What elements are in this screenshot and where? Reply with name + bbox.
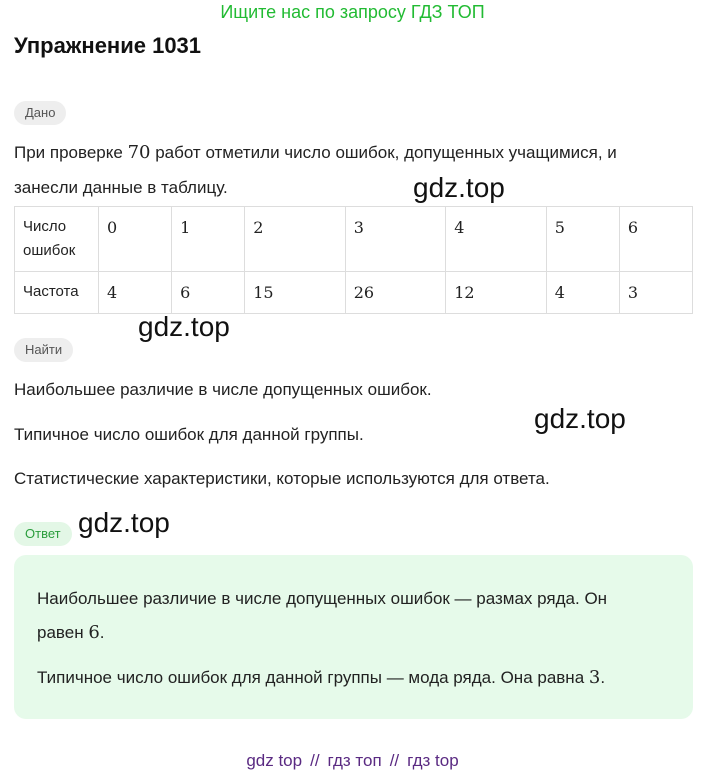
table-cell: 26 (345, 272, 445, 314)
table-cell: 4 (446, 207, 546, 272)
table-cell: 12 (446, 272, 546, 314)
footer-link[interactable]: gdz top (246, 751, 303, 770)
table-header-cell: Частота (15, 272, 99, 314)
given-text-line-1 (14, 136, 617, 170)
find-item: Типичное число ошибок для данной группы. (14, 425, 364, 444)
answer-range-value: 6 (88, 622, 100, 643)
footer-separator: // (310, 751, 320, 770)
top-banner: Ищите нас по запросу ГДЗ ТОП (220, 2, 485, 22)
row1-label-line-2: ошибок (23, 242, 76, 259)
find-item: Статистические характеристики, которые используются для ответа. (14, 469, 550, 488)
given-number: 70 (127, 142, 151, 163)
answer-line-1: Наибольшее различие в числе допущенных ошибок — размах ряда. Он (37, 589, 608, 608)
answer-line-3 (37, 661, 677, 695)
answer-line-2-end: . (99, 623, 105, 642)
footer-link[interactable]: гдз топ (327, 751, 382, 770)
table-cell: 5 (546, 207, 619, 272)
frequency-table (14, 206, 693, 314)
watermark: gdz.top (138, 311, 230, 342)
table-cell: 2 (245, 207, 345, 272)
table-cell: 15 (245, 272, 345, 314)
table-cell: 6 (172, 272, 245, 314)
find-item: Наибольшее различие в числе допущенных ошибок. (14, 380, 432, 399)
table-row (15, 272, 693, 314)
table-row (15, 207, 693, 272)
table-cell: 1 (172, 207, 245, 272)
page-title: Упражнение 1031 (14, 33, 202, 58)
answer-line-3-text: Типичное число ошибок для данной группы — мода ряда. Она равна (37, 668, 589, 687)
row1-label-line-1: Число (23, 218, 67, 235)
table-cell: 3 (345, 207, 445, 272)
answer-box (14, 555, 693, 719)
table-cell: 4 (99, 272, 172, 314)
given-text-before: При проверке (14, 143, 128, 162)
answer-line-2-text: равен (37, 623, 89, 642)
watermark: gdz.top (413, 172, 505, 203)
table-cell: 4 (546, 272, 619, 314)
watermark: gdz.top (534, 403, 626, 434)
answer-line-2 (37, 616, 677, 650)
table-cell: 3 (619, 272, 692, 314)
watermark: gdz.top (78, 507, 170, 538)
find-badge: Найти (14, 338, 73, 362)
table-cell: 0 (99, 207, 172, 272)
answer-mode-value: 3 (588, 667, 601, 688)
footer-link[interactable]: гдз top (407, 751, 459, 770)
given-badge: Дано (14, 101, 66, 125)
given-text-after: работ отметили число ошибок, допущенных учащимися, и (150, 143, 617, 162)
table-cell: 6 (619, 207, 692, 272)
footer-links (0, 748, 705, 774)
answer-line-3-end: . (600, 668, 606, 687)
given-text-line-2: занесли данные в таблицу. (14, 178, 228, 197)
table-header-cell (15, 207, 99, 272)
answer-badge: Ответ (14, 522, 72, 546)
footer-separator: // (389, 751, 400, 770)
